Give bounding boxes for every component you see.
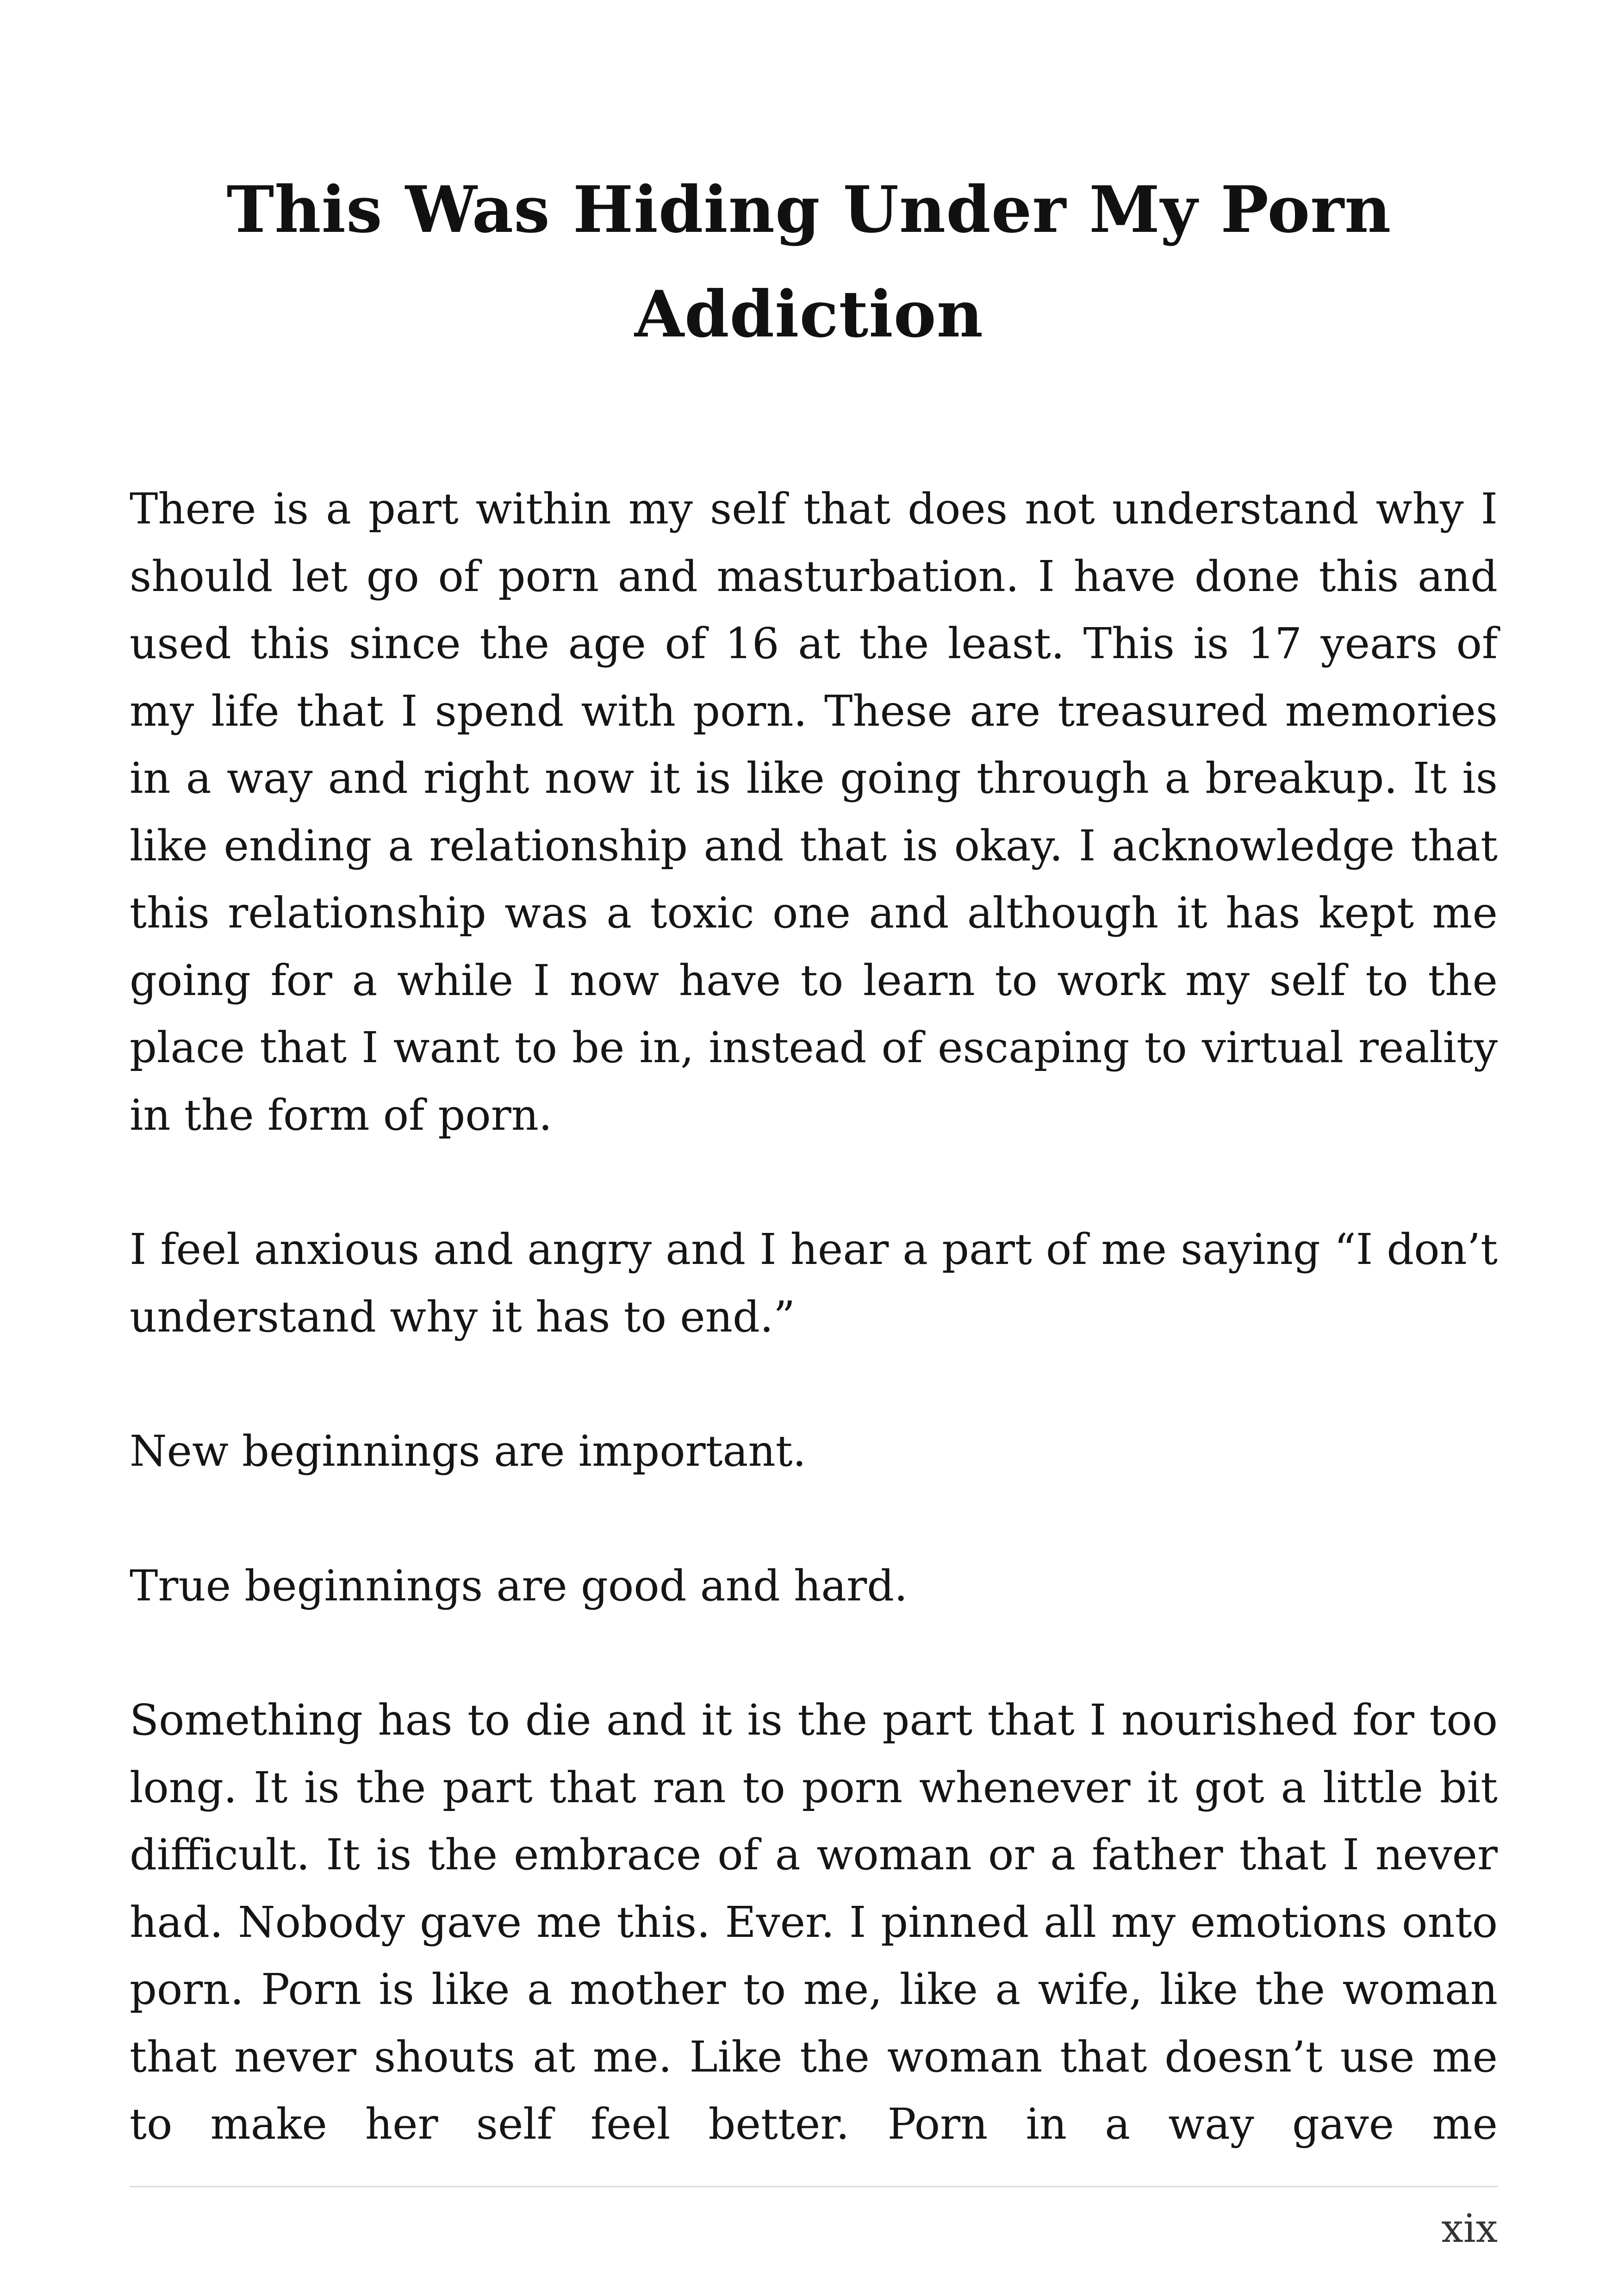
- footer-divider: [130, 2186, 1498, 2187]
- paragraph-5: Something has to die and it is the part that I nourished for too long. It is the part that ran to porn whenever it got a little bit difficult. It is the embrace of a woman or a father that I never had. Nobody gave me this. Ever. I pinned all my emotions onto porn. Porn is like a mother to me, like a wife, like the woman that never shouts at me. Like the woman that doesn’t use me to make her self feel better. Porn in a way gave me: [130, 1695, 1498, 2149]
- paragraph-4: True beginnings are good and hard.: [130, 1561, 908, 1611]
- paragraph-3: New beginnings are important.: [130, 1426, 806, 1476]
- paragraph-1: There is a part within my self that does not understand why I should let go of porn and masturbation. I have done this and used this since the age of 16 at the least. This is 17 years of my life that I spend with porn. These are treasured memories in a way and right now it is like going through a breakup. It is like ending a relationship and that is okay. I acknowledge that this relationship was a toxic one and although it has kept me going for a while I now have to learn to work my self to the place that I want to be in, instead of escaping to virtual reality in the form of porn.: [130, 484, 1498, 1140]
- page-number: xix: [1441, 2206, 1498, 2251]
- chapter-title: [130, 157, 1488, 367]
- paragraph-2: I feel anxious and angry and I hear a part of me saying “I don’t understand why it has to end.”: [130, 1225, 1498, 1342]
- chapter-title-line-1: This Was Hiding Under My Porn: [226, 172, 1392, 247]
- chapter-title-line-2: Addiction: [634, 276, 984, 352]
- body-text: [130, 475, 1498, 2158]
